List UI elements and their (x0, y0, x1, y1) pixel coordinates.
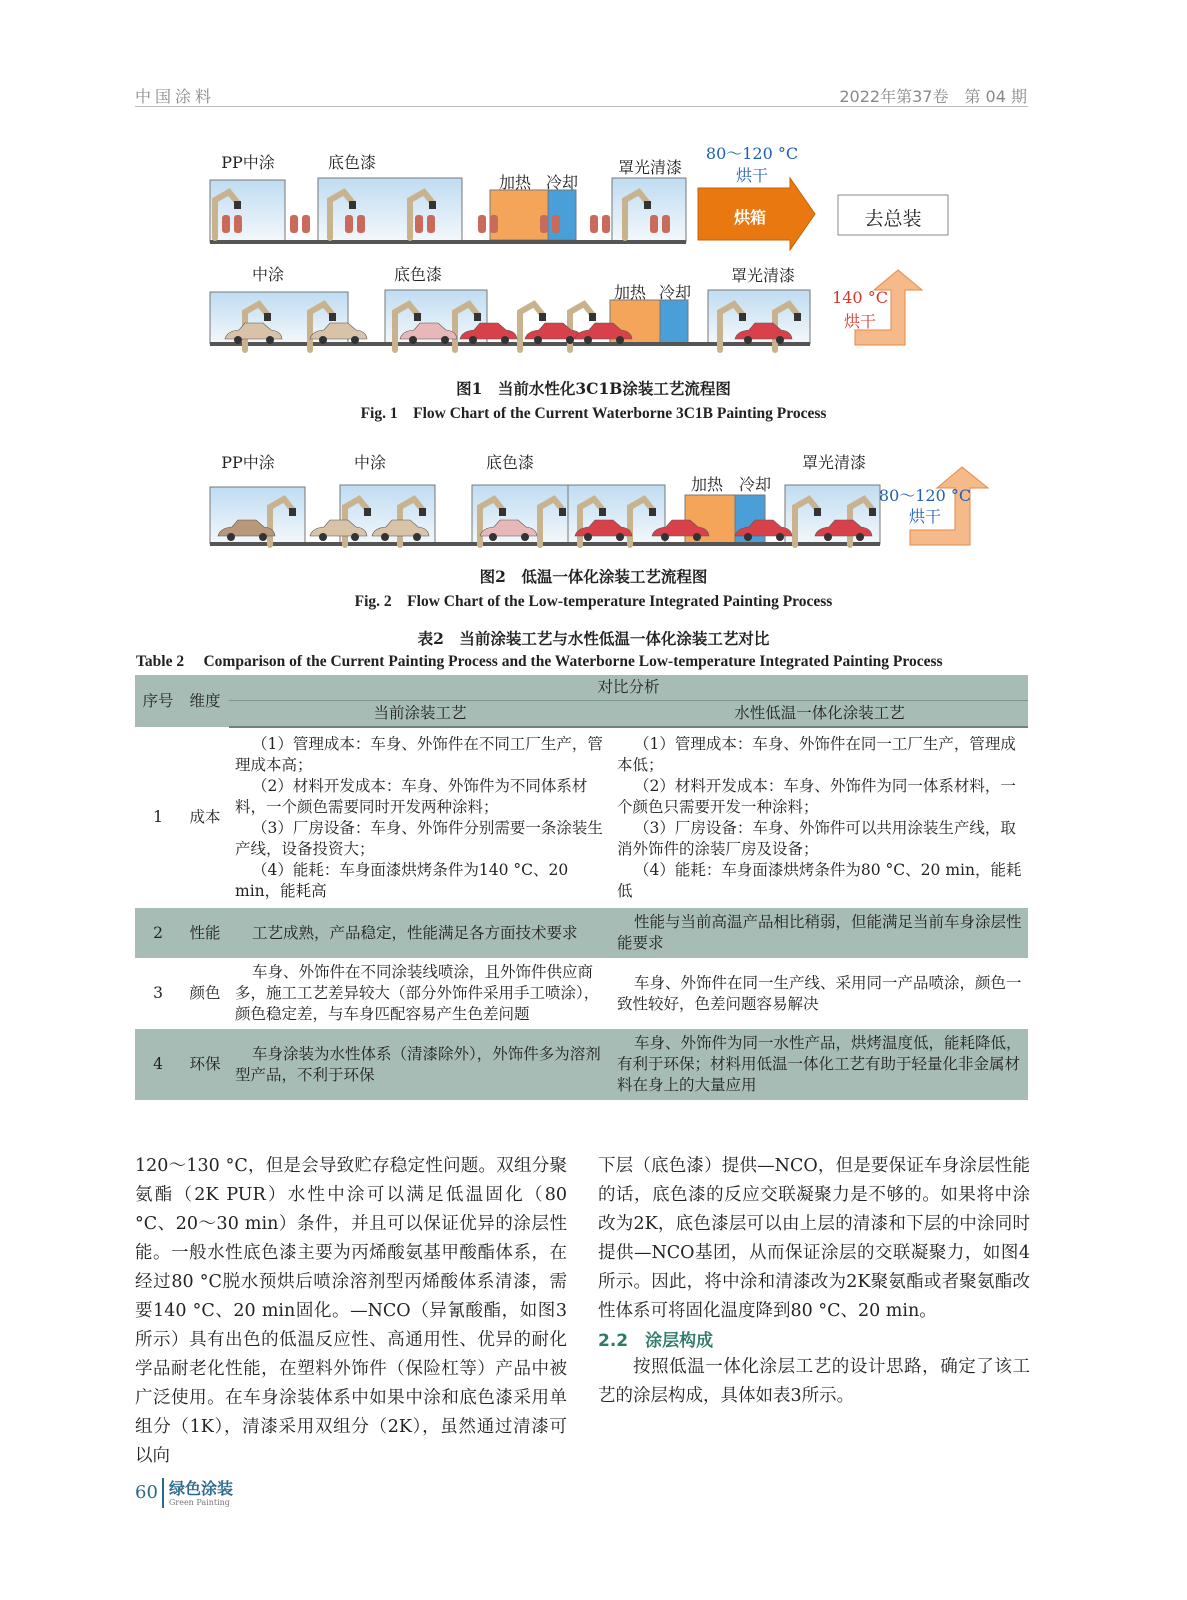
bumper-icon (602, 215, 610, 233)
cell-current (229, 908, 611, 958)
wheel-icon (489, 533, 497, 541)
wheel-icon (776, 533, 784, 541)
issue-header: 2022年第37卷 第 04 期 (839, 87, 1027, 106)
bumper-icon (590, 215, 598, 233)
cell-line: 车身、外饰件在不同涂装线喷涂，且外饰件供应商多，施工工艺差异较大（部分外饰件采用手工喷涂），颜色稳定差，与车身匹配容易产生色差问题 (235, 963, 600, 1023)
spray-gun-icon (499, 508, 506, 516)
cell-new (611, 727, 1028, 908)
spray-gun-icon (264, 313, 271, 321)
cell-line: （3）厂房设备：车身、外饰件可以共用涂装生产线，取消外饰件的涂装厂房及设备； (617, 819, 1016, 858)
wheel-icon (534, 336, 542, 344)
fig2-caption-cn: 图2 低温一体化涂装工艺流程图 (479, 567, 708, 586)
oven-dry: 烘干 (735, 166, 769, 185)
cell-line: （4）能耗：车身面漆烘烤条件为80 °C、20 min，能耗低 (617, 861, 1022, 900)
table-row (135, 727, 1028, 908)
wheel-icon (259, 533, 267, 541)
cell-new (611, 908, 1028, 958)
spray-gun-icon (349, 201, 356, 209)
wheel-icon (566, 336, 574, 344)
label-primer: 中涂 (353, 453, 387, 472)
cell-new (611, 958, 1028, 1029)
booth (210, 180, 285, 242)
wheel-icon (227, 533, 235, 541)
fig1-row2 (210, 290, 810, 350)
bake-temp: 80～120 °C (878, 486, 972, 505)
header-no: 序号 (135, 675, 181, 727)
bake-dry: 烘干 (908, 507, 942, 526)
cell-line: 车身涂装为水性体系（清漆除外），外饰件多为溶剂型产品，不利于环保 (235, 1044, 601, 1084)
row-dimension: 环保 (181, 1029, 229, 1100)
table-title-cn: 表2 当前涂装工艺与水性低温一体化涂装工艺对比 (417, 629, 770, 648)
footer-journal-en: Green Painting (169, 1498, 230, 1507)
row-number: 1 (153, 808, 163, 826)
up-arrow-icon (855, 270, 922, 345)
conveyor-track (210, 240, 686, 244)
header-row (135, 675, 1028, 701)
label-clearcoat: 罩光清漆 (801, 453, 867, 472)
cell-line: 车身、外饰件在同一生产线、采用同一产品喷涂，颜色一致性较好，色差问题容易解决 (617, 973, 1022, 1013)
bumper-icon (552, 215, 560, 233)
header-row (135, 701, 1028, 728)
wheel-icon (776, 336, 784, 344)
header-dimension: 维度 (181, 675, 229, 727)
conveyor-track (210, 542, 880, 546)
spray-gun-icon (539, 313, 546, 321)
wheel-icon (319, 533, 327, 541)
row-number: 4 (135, 1029, 181, 1100)
wheel-icon (661, 533, 669, 541)
wheel-icon (616, 533, 624, 541)
wheel-icon (266, 336, 274, 344)
header-new: 水性低温一体化涂装工艺 (611, 701, 1028, 728)
wheel-icon (744, 336, 752, 344)
spray-gun-icon (419, 508, 426, 516)
spray-gun-icon (559, 508, 566, 516)
table-title-en: Table 2 Comparison of the Current Painting Process and the Waterborne Low-temperature Integrated Painting Process (136, 653, 943, 670)
bumper-icon (427, 215, 435, 233)
bake-dry: 烘干 (843, 312, 877, 331)
table-row (135, 1029, 1028, 1100)
comparison-table (135, 675, 1028, 1100)
bumper-icon (345, 215, 353, 233)
heating-zone (685, 495, 735, 544)
bumper-icon (540, 215, 548, 233)
cell-line: （2）材料开发成本：车身、外饰件为不同体系材料，一个颜色需要同时开发两种涂料； (235, 777, 588, 816)
row-dimension: 颜色 (189, 984, 221, 1002)
bumper-icon (290, 215, 298, 233)
bumper-icon (234, 215, 242, 233)
bumper-icon (478, 215, 486, 233)
spray-gun-icon (289, 508, 296, 516)
page-number: 60 (135, 1482, 158, 1503)
wheel-icon (413, 533, 421, 541)
label-basecoat: 底色漆 (485, 453, 535, 472)
bumper-icon (662, 215, 670, 233)
label-cool: 冷却 (738, 475, 772, 494)
label-pp-primer: PP中涂 (221, 153, 275, 172)
wheel-icon (501, 336, 509, 344)
fig1-row1 (210, 178, 686, 244)
cooling-zone (660, 300, 688, 344)
cell-current (229, 1029, 611, 1100)
table-row (135, 958, 1028, 1029)
wheel-icon (693, 533, 701, 541)
spray-gun-icon (739, 313, 746, 321)
bake-temp: 140 °C (832, 288, 888, 307)
wheel-icon (824, 533, 832, 541)
bumper-icon (357, 215, 365, 233)
wheel-icon (469, 336, 477, 344)
cell-line: 性能与当前高温产品相比稍弱，但能满足当前车身涂层性能要求 (617, 913, 1022, 952)
final-assembly-label: 去总装 (864, 208, 922, 230)
flow-figures (0, 0, 1187, 620)
label-clearcoat: 罩光清漆 (730, 266, 796, 285)
spray-gun-icon (599, 508, 606, 516)
bumper-icon (415, 215, 423, 233)
wheel-icon (584, 533, 592, 541)
bumper-icon (302, 215, 310, 233)
table-body (135, 727, 1028, 1100)
label-heat: 加热 (498, 173, 532, 192)
car-body-icon (525, 323, 582, 339)
label-heat: 加热 (690, 475, 724, 494)
fig1-caption-cn: 图1 当前水性化3C1B涂装工艺流程图 (456, 379, 731, 398)
spray-gun-icon (589, 313, 596, 321)
table-row (135, 908, 1028, 958)
header-current: 当前涂装工艺 (229, 701, 611, 728)
cell-line: （4）能耗：车身面漆烘烤条件为140 °C、20 min，能耗高 (235, 861, 569, 900)
fig1-caption-en: Fig. 1 Flow Chart of the Current Waterborne 3C1B Painting Process (360, 405, 827, 422)
label-cool: 冷却 (545, 173, 579, 192)
wheel-icon (351, 533, 359, 541)
spray-gun-icon (644, 201, 651, 209)
journal-header: 中国涂料 (135, 87, 216, 106)
cell-line: （1）管理成本：车身、外饰件在不同工厂生产，管理成本高； (235, 735, 603, 774)
fig2-row (210, 485, 880, 546)
footer-journal: 绿色涂装 (169, 1479, 234, 1498)
row-dimension: 成本 (189, 808, 221, 826)
spray-gun-icon (234, 201, 241, 209)
cell-line: 工艺成熟，产品稳定，性能满足各方面技术要求 (252, 923, 578, 942)
body-left-column: 120～130 °C，但是会导致贮存稳定性问题。双组分聚氨酯（2K PUR）水性中涂可以满足低温固化（80 °C、20～30 min）条件，并且可以保证优异的涂层性能。一般水性底色漆主要为丙烯酸氨基甲酸酯体系，在经过80 °C脱水预烘后喷涂溶剂型丙烯酸体系清漆，需要140 °C、20 min固化。—NCO（异氰酸酯，如图3所示）具有出色的低温反应性、高通用性、优异的耐化学品耐老化性能，在塑料外饰件（保险杠等）产品中被广泛使用。在车身涂装体系中如果中涂和底色漆采用单组分（1K），清漆采用双组分（2K），虽然通过清漆可以向 (135, 1156, 567, 1466)
wheel-icon (856, 533, 864, 541)
wheel-icon (319, 336, 327, 344)
spray-gun-icon (429, 201, 436, 209)
bumper-icon (222, 215, 230, 233)
heating-zone (490, 190, 548, 240)
spray-gun-icon (794, 313, 801, 321)
cell-line: （1）管理成本：车身、外饰件在同一工厂生产，管理成本低； (617, 735, 1016, 774)
label-clearcoat: 罩光清漆 (617, 158, 683, 177)
spray-gun-icon (414, 313, 421, 321)
cell-line: （2）材料开发成本：车身、外饰件为同一体系材料，一个颜色只需要开发一种涂料； (617, 777, 1016, 816)
row-number: 3 (153, 984, 163, 1002)
spray-gun-icon (329, 313, 336, 321)
row-dimension: 性能 (181, 908, 229, 958)
body-right-paragraph: 下层（底色漆）提供—NCO，但是要保证车身涂层性能的话，底色漆的反应交联凝聚力是不够的。如果将中涂改为2K，底色漆层可以由上层的清漆和下层的中涂同时提供—NCO基团，从而保证涂层的交联凝聚力，如图4所示。因此，将中涂和清漆改为2K聚氨酯或者聚氨酯改性体系可将固化温度降到80 °C、20 min。 (598, 1156, 1030, 1321)
label-primer: 中涂 (251, 265, 285, 284)
wheel-icon (744, 533, 752, 541)
footer-divider (162, 1478, 164, 1508)
body-right-paragraph-2: 按照低温一体化涂层工艺的设计思路，确定了该工艺的涂层构成，具体如表3所示。 (598, 1357, 1030, 1406)
wheel-icon (381, 533, 389, 541)
spray-gun-icon (869, 508, 876, 516)
section-heading: 2.2 涂层构成 (598, 1331, 714, 1351)
cell-new (611, 1029, 1028, 1100)
label-basecoat: 底色漆 (327, 153, 377, 172)
spray-gun-icon (649, 508, 656, 516)
wheel-icon (351, 336, 359, 344)
row-number: 2 (135, 908, 181, 958)
spray-gun-icon (364, 508, 371, 516)
fig2-caption-en: Fig. 2 Flow Chart of the Low-temperature Integrated Painting Process (354, 593, 833, 610)
oven-label: 烘箱 (733, 208, 767, 227)
cell-line: （3）厂房设备：车身、外饰件分别需要一条涂装生产线，设备投资大； (235, 819, 603, 858)
wheel-icon (584, 336, 592, 344)
wheel-icon (234, 336, 242, 344)
cell-current (229, 958, 611, 1029)
cooling-zone (548, 190, 576, 240)
spray-gun-icon (474, 313, 481, 321)
bumper-icon (650, 215, 658, 233)
wheel-icon (616, 336, 624, 344)
wheel-icon (409, 336, 417, 344)
wheel-icon (521, 533, 529, 541)
oven-temp: 80～120 °C (705, 144, 799, 163)
label-basecoat: 底色漆 (393, 265, 443, 284)
bumper-icon (490, 215, 498, 233)
cell-line: 车身、外饰件为同一水性产品，烘烤温度低，能耗降低，有利于环保；材料用低温一体化工艺有助于轻量化非金属材料在身上的大量应用 (617, 1034, 1022, 1094)
header-group: 对比分析 (229, 675, 1028, 701)
spray-gun-icon (814, 508, 821, 516)
wheel-icon (441, 336, 449, 344)
booth (318, 178, 462, 242)
label-cool: 冷却 (658, 283, 692, 302)
label-pp-primer: PP中涂 (221, 453, 275, 472)
cell-current (229, 727, 611, 908)
label-heat: 加热 (613, 283, 647, 302)
